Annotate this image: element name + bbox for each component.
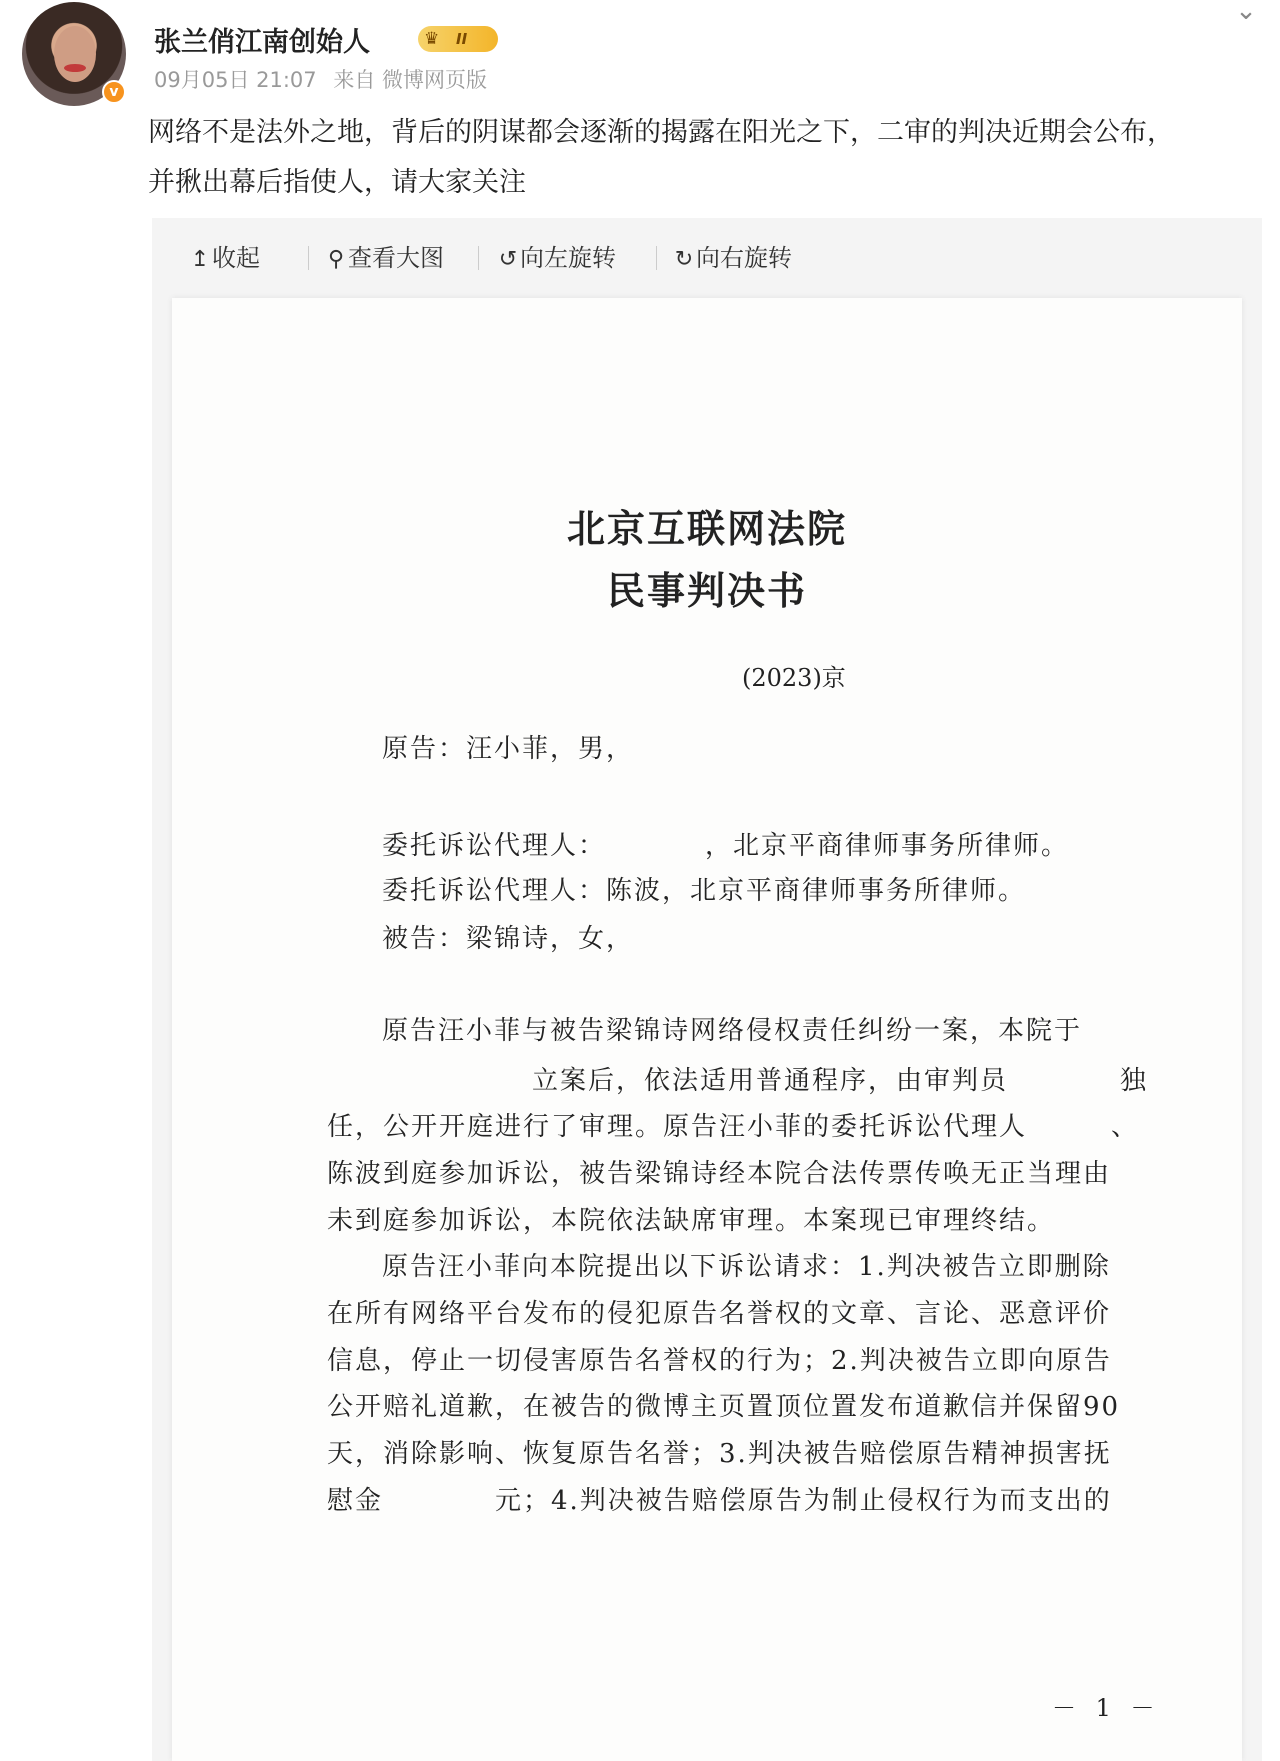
- post-date[interactable]: 09月05日 21:07: [154, 68, 317, 92]
- document-line: 委托诉讼代理人：陈波，北京平商律师事务所律师。: [382, 876, 1027, 906]
- rotate-left-icon: ↺: [498, 247, 518, 272]
- document-line: 任，公开开庭进行了审理。原告汪小菲的委托诉讼代理人 、: [327, 1112, 1140, 1142]
- collapse-chevron-icon[interactable]: ⌄: [1235, 0, 1257, 26]
- toolbar-divider: [308, 246, 309, 270]
- view-large-button[interactable]: [324, 240, 444, 276]
- crown-icon: ♛: [424, 29, 440, 49]
- document-line: 慰金 元；4.判决被告赔偿原告为制止侵权行为而支出的: [327, 1486, 1112, 1516]
- document-court: 北京互联网法院: [566, 506, 847, 551]
- search-icon: ⚲: [327, 247, 345, 272]
- avatar-face: [54, 26, 96, 82]
- post-text-line: 并揪出幕后指使人，请大家关注: [148, 167, 526, 198]
- username[interactable]: 张兰俏江南创始人: [154, 27, 370, 58]
- post-source: 来自 微博网页版: [333, 68, 488, 92]
- rotate-left-button[interactable]: [496, 240, 616, 276]
- document-line: 立案后，依法适用普通程序，由审判员 独: [532, 1066, 1149, 1096]
- document-line: 天，消除影响、恢复原告名誉；3.判决被告赔偿原告精神损害抚: [327, 1439, 1112, 1469]
- document-line: 未到庭参加诉讼，本院依法缺席审理。本案现已审理终结。: [327, 1206, 1056, 1236]
- arrow-up-icon: ↥: [190, 247, 210, 272]
- document-case-number: (2023)京: [742, 664, 846, 692]
- avatar-lips: [64, 64, 86, 72]
- collapse-button[interactable]: [188, 240, 260, 276]
- post-meta: [154, 64, 497, 94]
- verified-badge-icon: v: [102, 80, 126, 104]
- document-page: [172, 298, 1242, 1761]
- document-line: 信息，停止一切侵害原告名誉权的行为；2.判决被告立即向原告: [327, 1346, 1112, 1376]
- view-large-label: 查看大图: [348, 244, 444, 272]
- post-text: [148, 108, 1248, 208]
- document-line: 被告：梁锦诗，女，: [382, 924, 635, 954]
- document-line: 在所有网络平台发布的侵犯原告名誉权的文章、言论、恶意评价: [327, 1299, 1112, 1329]
- toolbar-divider: [656, 246, 657, 270]
- vip-badge[interactable]: [418, 26, 498, 52]
- document-line: 原告：汪小菲，男，: [382, 734, 635, 764]
- vip-level: II: [456, 30, 468, 48]
- rotate-left-label: 向左旋转: [520, 244, 616, 272]
- document-line: 原告汪小菲与被告梁锦诗网络侵权责任纠纷一案，本院于: [382, 1016, 1083, 1046]
- document-line: 委托诉讼代理人： ，北京平商律师事务所律师。: [382, 831, 1070, 861]
- rotate-right-button[interactable]: [672, 240, 792, 276]
- document-line: 公开赔礼道歉，在被告的微博主页置顶位置发布道歉信并保留90: [327, 1392, 1121, 1422]
- rotate-right-label: 向右旋转: [696, 244, 792, 272]
- document-line: 陈波到庭参加诉讼，被告梁锦诗经本院合法传票传唤无正当理由: [327, 1159, 1112, 1189]
- collapse-label: 收起: [212, 244, 260, 272]
- document-line: 原告汪小菲向本院提出以下诉讼请求：1.判决被告立即删除: [382, 1252, 1111, 1282]
- toolbar-divider: [478, 246, 479, 270]
- post-header: [22, 2, 1222, 112]
- document-page-number: － 1 －: [1052, 1694, 1161, 1722]
- image-viewer: [152, 218, 1262, 1761]
- document-kind: 民事判决书: [606, 568, 807, 613]
- viewer-toolbar: [152, 218, 1262, 298]
- post-text-line: 网络不是法外之地，背后的阴谋都会逐渐的揭露在阳光之下，二审的判决近期会公布，: [148, 117, 1174, 148]
- rotate-right-icon: ↻: [674, 247, 694, 272]
